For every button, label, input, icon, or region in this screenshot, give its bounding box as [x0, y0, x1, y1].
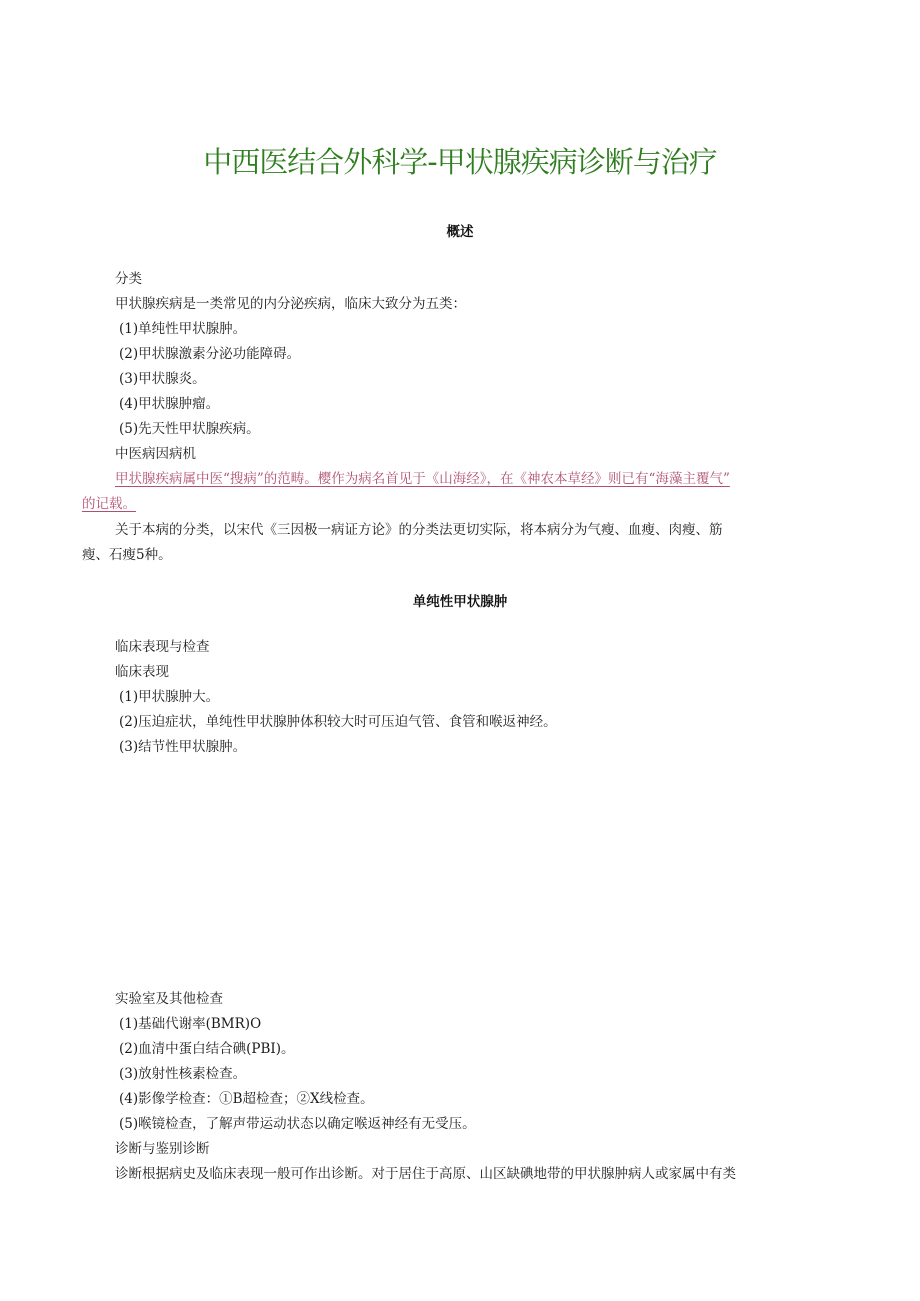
list-item: (2)压迫症状，单纯性甲状腺肿体积较大时可压迫气管、食管和喉返神经。 — [119, 714, 557, 730]
list-item: (3)放射性核素检查。 — [119, 1066, 247, 1082]
highlighted-note-line: 的记载。 — [82, 496, 136, 512]
list-item: (1)基础代谢率(BMR)O — [119, 1016, 262, 1032]
subheading-manifestations: 临床表现 — [115, 664, 169, 680]
list-item: (2)血清中蛋白结合碘(PBI)。 — [119, 1041, 295, 1057]
section-heading-simple-goiter: 单纯性甲状腺肿 — [412, 594, 508, 610]
list-item: (5)先天性甲状腺疾病。 — [119, 421, 260, 437]
subheading-classification: 分类 — [115, 271, 142, 287]
diagnosis-paragraph: 诊断根据病史及临床表现一般可作出诊断。对于居住于高原、山区缺碘地带的甲状腺肿病人或家属中有类 — [115, 1166, 736, 1182]
section-heading-overview: 概述 — [446, 224, 474, 240]
list-item: (1)单纯性甲状腺肿。 — [119, 321, 247, 337]
list-item: (3)结节性甲状腺肿。 — [119, 739, 247, 755]
list-item: (4)影像学检查：①B超检查；②X线检查。 — [119, 1091, 374, 1107]
list-item: (5)喉镜检查，了解声带运动状态以确定喉返神经有无受压。 — [119, 1116, 476, 1132]
list-item: (2)甲状腺激素分泌功能障碍。 — [119, 346, 301, 362]
list-item: (1)甲状腺肿大。 — [119, 689, 220, 705]
list-item: (4)甲状腺肿瘤。 — [119, 396, 220, 412]
subheading-lab-tests: 实验室及其他检查 — [115, 991, 223, 1007]
subheading-diagnosis: 诊断与鉴别诊断 — [115, 1141, 210, 1157]
list-item: (3)甲状腺炎。 — [119, 371, 206, 387]
intro-paragraph: 甲状腺疾病是一类常见的内分泌疾病，临床大致分为五类： — [115, 296, 466, 312]
document-title: 中西医结合外科学-甲状腺疾病诊断与治疗 — [203, 145, 717, 179]
subheading-tcm-etiology: 中医病因病机 — [115, 446, 196, 462]
classification-paragraph: 关于本病的分类，以宋代《三因极一病证方论》的分类法更切实际，将本病分为气瘦、血瘦、肉瘦、筋 — [115, 522, 723, 538]
classification-paragraph: 瘦、石瘦5种。 — [82, 547, 172, 563]
subheading-clinical: 临床表现与检查 — [115, 639, 210, 655]
highlighted-note-line: 甲状腺疾病属中医“搜病”的范畴。樱作为病名首见于《山海经》，在《神农本草经》则已有“海藻主覆气” — [115, 471, 730, 487]
